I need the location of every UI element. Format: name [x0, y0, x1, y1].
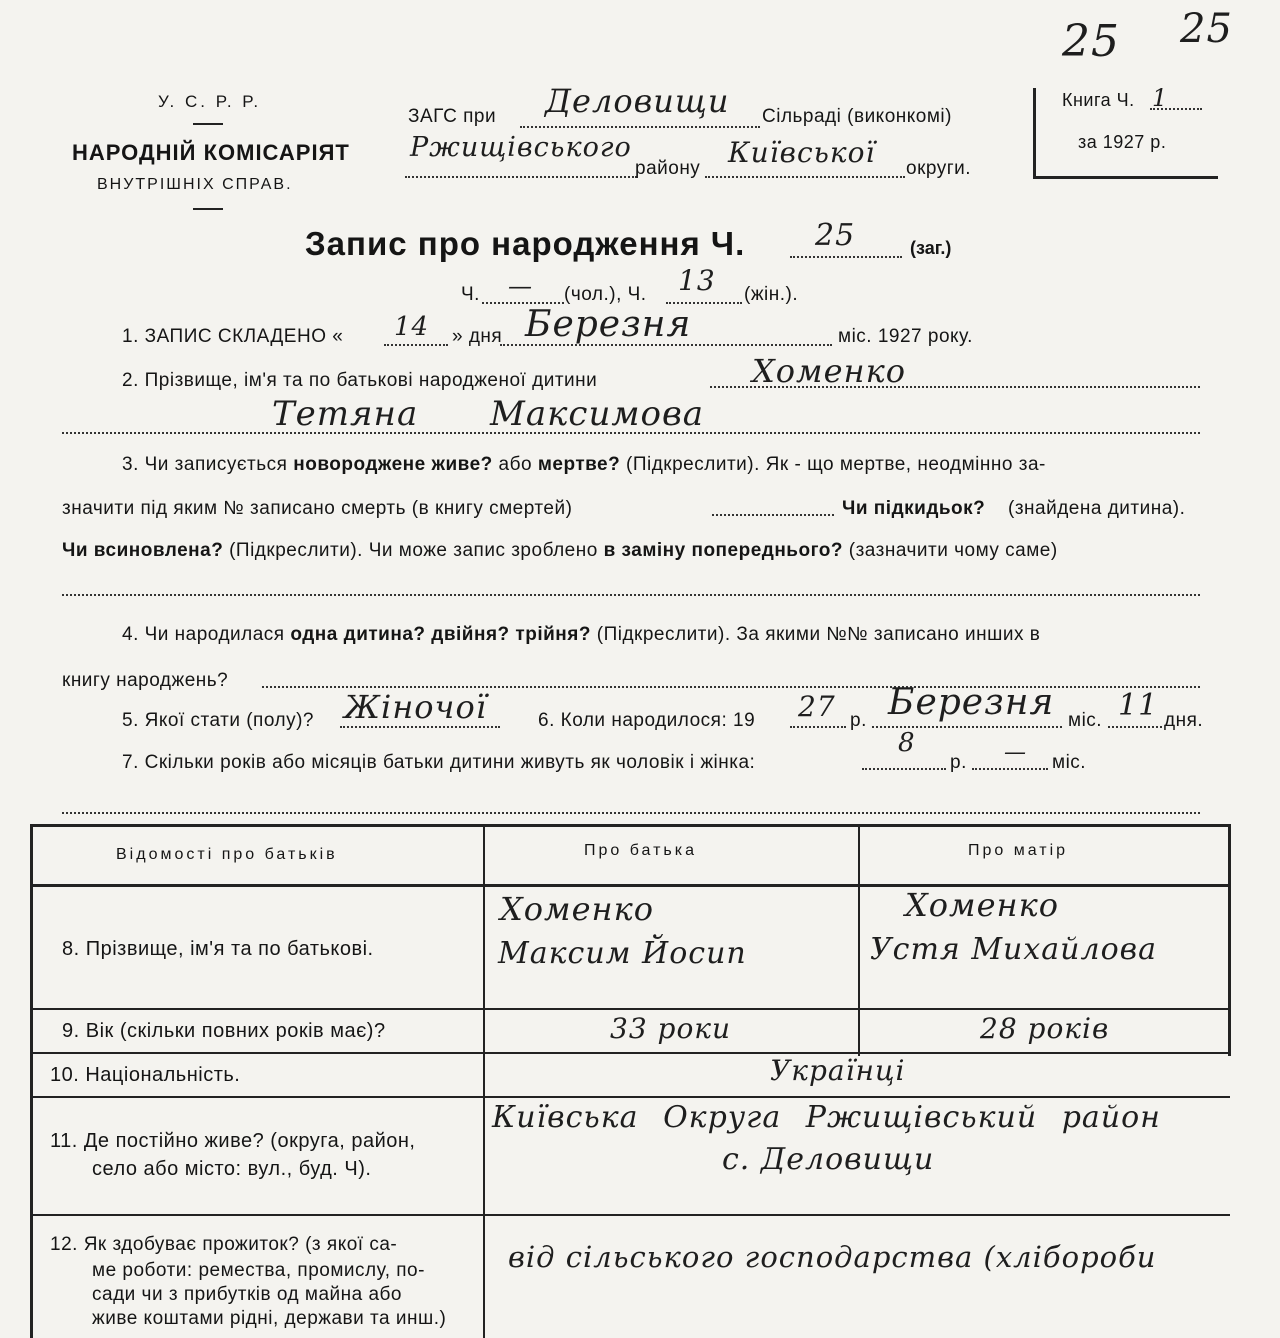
- item1-day: 14: [394, 312, 430, 342]
- header-parents-info: Відомості про батьків: [116, 846, 338, 863]
- row11-bottom: [30, 1214, 1230, 1216]
- item3-f: значити під яким № записано смерть (в книгу смертей): [62, 498, 573, 519]
- item3-line3: [62, 540, 1058, 562]
- row10-bottom: [30, 1096, 1230, 1098]
- book-value: 1: [1152, 84, 1169, 112]
- item3-adopted: Чи всиновлена?: [62, 540, 224, 561]
- record-title: Запис про народження Ч.: [305, 225, 746, 262]
- item4-c: (Підкреслити). За якими №№ записано инших в: [596, 624, 1041, 645]
- item1-month: Березня: [525, 304, 692, 345]
- item3-a: 3. Чи записується: [122, 454, 288, 475]
- row12-label-2: ме роботи: ремества, промислу, по-: [92, 1260, 425, 1281]
- row12-label-4: живе коштами рідні, держави та инш.): [92, 1308, 447, 1329]
- item3-j: (Підкреслити). Чи може запис зроблено: [229, 540, 598, 561]
- item5-value: Жіночої: [344, 688, 487, 726]
- item6-month: Березня: [888, 682, 1055, 723]
- item3-dead: мертве?: [537, 454, 621, 475]
- item3-e: (Підкреслити). Як - що мертве, неодмінно за-: [626, 454, 1046, 475]
- row8-father-surname: Хоменко: [500, 890, 654, 928]
- row10-value: Українці: [770, 1054, 906, 1087]
- village-dotted-line: [520, 126, 760, 128]
- item6-year-line: [790, 726, 846, 728]
- item7-years: 8: [898, 728, 916, 758]
- table-top: [30, 824, 1230, 827]
- row12-label-1: 12. Як здобуває прожиток? (з якої са-: [50, 1234, 398, 1255]
- item3-foundling: Чи підкидьок?: [842, 498, 986, 519]
- item1-end: міс. 1927 року.: [838, 326, 973, 347]
- okruha-label: округи.: [906, 158, 972, 179]
- row12-value: від сільського господарства (хлібороби: [508, 1240, 1157, 1274]
- male-prefix: Ч.: [461, 284, 480, 305]
- row8-mother-surname: Хоменко: [905, 886, 1059, 924]
- item1-label: 1. ЗАПИС СКЛАДЕНО «: [122, 326, 344, 347]
- item4-line1: [122, 624, 1040, 646]
- table-col2: [858, 824, 860, 1056]
- record-number-line: [790, 256, 902, 258]
- item4-count: одна дитина? двійня? трійня?: [290, 624, 591, 645]
- row11-value-1: Київська Округа Ржищівський район: [492, 1100, 1161, 1135]
- row10-label: 10. Національність.: [50, 1064, 241, 1086]
- okruha-dotted-line: [705, 176, 905, 178]
- row8-mother-name: Устя Михайлова: [870, 932, 1158, 967]
- zags-prefix: ЗАГС при: [408, 106, 497, 127]
- item3-or: або: [498, 454, 533, 475]
- item5-line: [340, 726, 500, 728]
- item7-years-line: [862, 768, 946, 770]
- item7-months: —: [1004, 740, 1027, 765]
- row9-mother: 28 років: [980, 1012, 1110, 1045]
- village-handwritten: Деловищи: [545, 82, 730, 120]
- table-col1: [483, 824, 485, 1338]
- item7-months-line: [972, 768, 1048, 770]
- item1-day-line: [384, 344, 448, 346]
- row9-father: 33 роки: [610, 1012, 732, 1045]
- female-value: 13: [678, 264, 716, 297]
- ussr-label: У. С. Р. Р.: [158, 92, 262, 111]
- table-left: [30, 824, 33, 1338]
- ussr-dash: [193, 123, 223, 125]
- corner-number-2: 25: [1180, 6, 1233, 52]
- item6-year: 27: [798, 690, 836, 723]
- item3-replace: в заміну попереднього?: [603, 540, 843, 561]
- item3-l: (зазначити чому саме): [848, 540, 1058, 561]
- district-dotted-line: [405, 176, 637, 178]
- male-value: —: [508, 272, 533, 300]
- item6-mis: міс.: [1068, 710, 1103, 731]
- item4-a: 4. Чи народилася: [122, 624, 285, 645]
- item3-reason-line: [62, 594, 1200, 596]
- book-label: Книга Ч.: [1062, 90, 1135, 110]
- item6-day-line: [1108, 726, 1162, 728]
- item4-d: книгу народжень?: [62, 670, 229, 691]
- year-label: за 1927 р.: [1078, 132, 1167, 152]
- zags-suffix: Сільраді (виконкомі): [762, 106, 952, 127]
- record-number: 25: [815, 218, 856, 253]
- item7-extra-line: [62, 812, 1200, 814]
- corner-number: 25: [1062, 16, 1120, 67]
- item6-dnya: дня.: [1164, 710, 1204, 731]
- row12-label-3: сади чи з прибутків од майна або: [92, 1284, 402, 1305]
- item2-name: Тетяна Максимова: [272, 394, 705, 434]
- item3-found: (знайдена дитина).: [1008, 498, 1186, 519]
- district-label: району: [635, 158, 701, 179]
- item7-label: 7. Скільки років або місяців батьки дитини живуть як чоловік і жінка:: [122, 752, 756, 773]
- row9-bottom: [30, 1052, 1230, 1054]
- okruha-handwritten: Київської: [728, 136, 876, 169]
- male-label: (чол.), Ч.: [564, 284, 647, 305]
- item2-label: 2. Прізвище, ім'я та по батькові народженої дитини: [122, 370, 598, 391]
- corner-box-bottom: [1033, 176, 1218, 179]
- row8-bottom: [30, 1008, 1230, 1010]
- female-label: (жін.).: [744, 284, 799, 305]
- row11-value-2: с. Деловищи: [722, 1142, 935, 1177]
- item2-surname: Хоменко: [752, 352, 906, 390]
- internal-affairs-label: ВНУТРІШНІХ СПРАВ.: [97, 176, 293, 193]
- item3-death-line: [712, 514, 834, 516]
- item3-alive: новороджене живе?: [293, 454, 493, 475]
- row11-label-2: село або місто: вул., буд. Ч).: [92, 1158, 372, 1180]
- item5-label: 5. Якої стати (полу)?: [122, 710, 314, 731]
- item6-label: 6. Коли народилося: 19: [538, 710, 756, 731]
- row9-label: 9. Вік (скільки повних років має)?: [62, 1020, 386, 1042]
- header-mother: Про матір: [968, 842, 1069, 859]
- header-father: Про батька: [584, 842, 697, 859]
- item6-day: 11: [1118, 688, 1159, 723]
- header-dash: [193, 208, 223, 210]
- item7-r: р.: [950, 752, 967, 773]
- table-right: [1228, 824, 1231, 1056]
- corner-box-left: [1033, 88, 1036, 178]
- district-handwritten: Ржищівського: [410, 132, 632, 163]
- item1-mid: » дня: [452, 326, 503, 347]
- row8-label: 8. Прізвище, ім'я та по батькові.: [62, 938, 374, 960]
- item3-line1: [122, 454, 1046, 476]
- record-suffix: (заг.): [910, 238, 952, 258]
- item7-mis: міс.: [1052, 752, 1087, 773]
- row11-label-1: 11. Де постійно живе? (округа, район,: [50, 1130, 416, 1152]
- commissariat-label: НАРОДНІЙ КОМІСАРІЯТ: [72, 140, 350, 165]
- row8-father-name: Максим Йосип: [498, 936, 747, 971]
- item6-r: р.: [850, 710, 867, 731]
